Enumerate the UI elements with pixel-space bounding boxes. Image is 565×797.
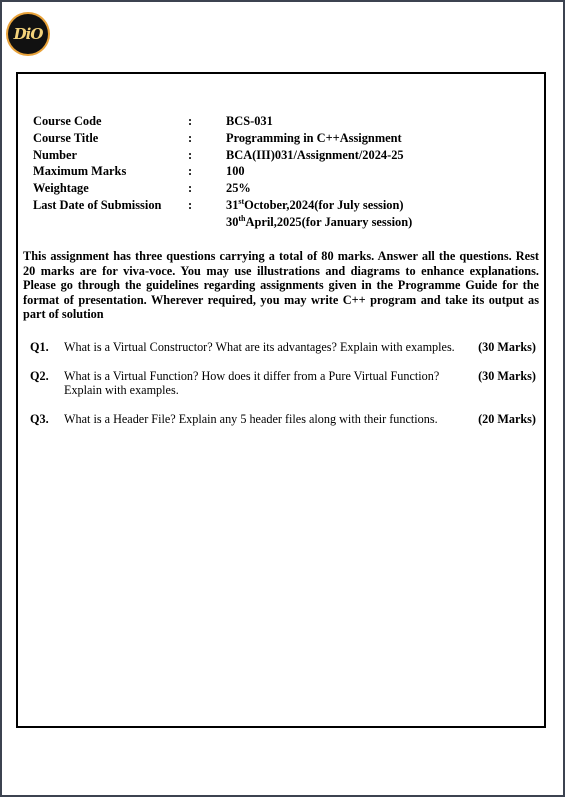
date-rest: October,2024(for July session) <box>244 197 404 212</box>
date-day: 30 <box>226 214 239 229</box>
course-code-row <box>33 113 412 130</box>
question-marks: (20 Marks) <box>478 411 536 426</box>
course-code-value: BCS-031 <box>226 114 273 128</box>
question-text: What is a Header File? Explain any 5 header files along with their functions. <box>64 411 438 426</box>
date-suffix: th <box>238 213 246 223</box>
number-label: Number <box>33 147 78 162</box>
separator: : <box>188 130 193 145</box>
course-details <box>33 113 412 231</box>
maximum-marks-row <box>33 163 412 180</box>
number-row <box>33 147 412 164</box>
instructions-paragraph: This assignment has three questions carrying a total of 80 marks. Answer all the questions. Rest 20 marks are for viva-voce. You may use illustrations and diagrams to enhance explanations. Please go through the guidelines regarding assignments given in the Programme Guide for the format of presentation. Wherever required, you may write C++ program and take its output as part of solution <box>23 249 539 322</box>
date-rest: April,2025(for January session) <box>245 214 413 229</box>
course-title-label: Course Title <box>33 130 99 145</box>
question-text: What is a Virtual Function? How does it differ from a Pure Virtual Function? Explain with examples. <box>64 368 440 398</box>
logo-text: DiO <box>13 25 43 43</box>
maximum-marks-label: Maximum Marks <box>33 164 127 179</box>
question-list <box>30 340 536 440</box>
separator: : <box>188 181 193 196</box>
question-2 <box>30 369 536 398</box>
january-session-date <box>33 214 412 231</box>
course-title-row <box>33 130 412 147</box>
question-3 <box>30 412 536 427</box>
separator: : <box>188 197 193 212</box>
question-1 <box>30 340 536 355</box>
weightage-value: 25% <box>226 181 251 196</box>
question-text: What is a Virtual Constructor? What are its advantages? Explain with examples. <box>64 340 455 354</box>
question-marks: (30 Marks) <box>478 368 536 383</box>
date-suffix: st <box>238 196 245 206</box>
assignment-frame <box>16 72 546 728</box>
separator: : <box>188 114 193 128</box>
weightage-row <box>33 180 412 197</box>
logo <box>8 14 48 54</box>
separator: : <box>188 164 193 179</box>
july-session-date <box>226 197 404 214</box>
submission-date-label: Last Date of Submission <box>33 197 162 212</box>
weightage-label: Weightage <box>33 181 89 196</box>
date-day: 31 <box>226 197 239 212</box>
question-number: Q2. <box>30 368 49 383</box>
course-code-label: Course Code <box>33 114 102 128</box>
question-number: Q1. <box>30 340 49 354</box>
question-marks: (30 Marks) <box>478 340 536 354</box>
submission-date-row <box>33 197 412 214</box>
course-title-value: Programming in C++Assignment <box>226 130 402 145</box>
maximum-marks-value: 100 <box>226 164 245 179</box>
question-number: Q3. <box>30 411 49 426</box>
separator: : <box>188 147 193 162</box>
number-value: BCA(III)031/Assignment/2024-25 <box>226 147 404 162</box>
